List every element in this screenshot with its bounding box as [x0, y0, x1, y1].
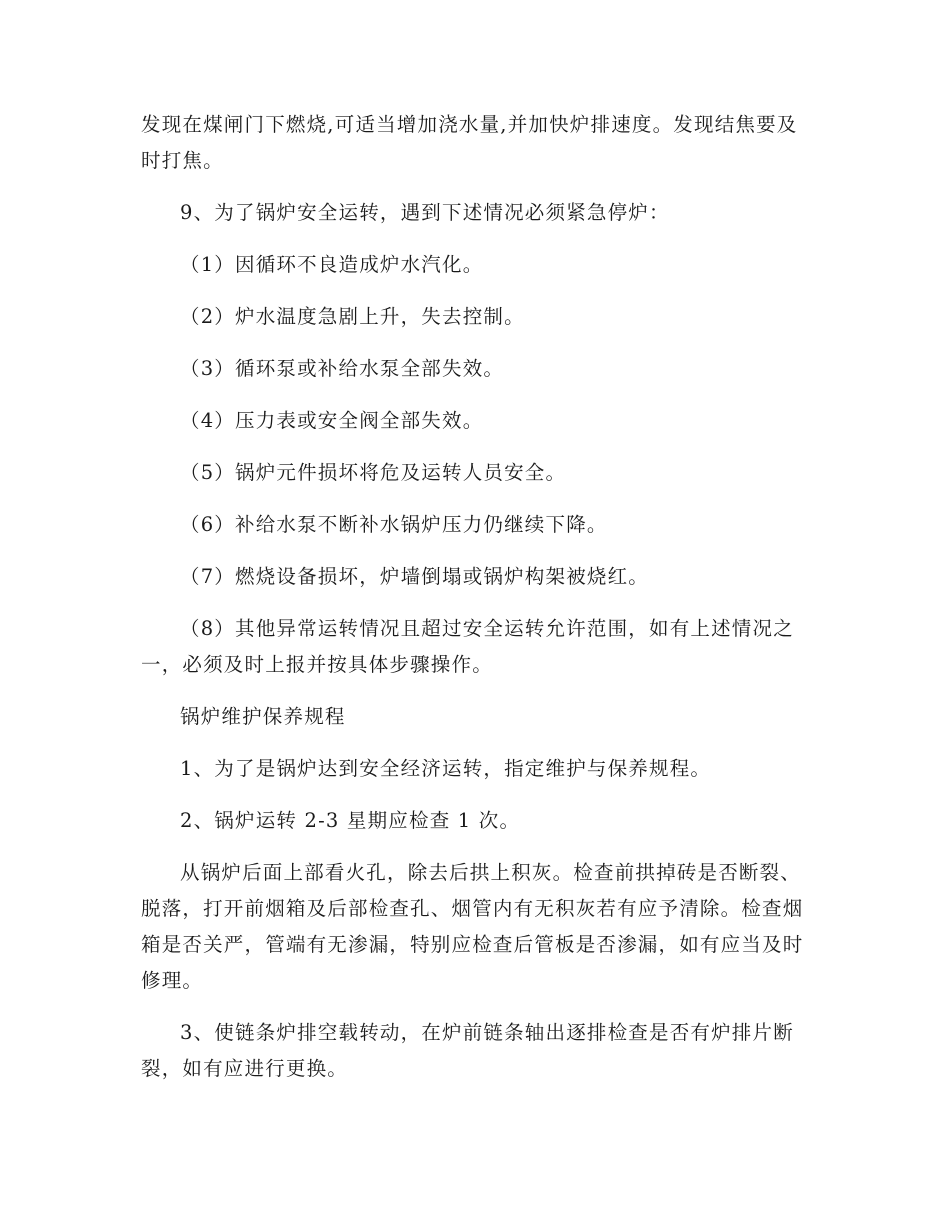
list-item-5: （5）锅炉元件损坏将危及运转人员安全。: [180, 461, 567, 484]
paragraph-emergency-stop-intro: 9、为了锅炉安全运转，遇到下述情况必须紧急停炉：: [180, 201, 670, 224]
list-item-7: （7）燃烧设备损坏，炉墙倒塌或锅炉构架被烧红。: [180, 565, 650, 588]
document-body: [141, 107, 811, 1087]
list-item-1: （1）因循环不良造成炉水汽化。: [180, 253, 484, 276]
paragraph-rule-1: 1、为了是锅炉达到安全经济运转，指定维护与保养规程。: [180, 757, 712, 780]
list-item-8: （8）其他异常运转情况且超过安全运转允许范围，如有上述情况之一，必须及时上报并按具体步骤操作。: [141, 617, 794, 676]
paragraph-rule-2: 2、锅炉运转 2-3 星期应检查 1 次。: [180, 809, 521, 832]
paragraph-rule-3: 3、使链条炉排空载转动，在炉前链条轴出逐排检查是否有炉排片断裂，如有应进行更换。: [141, 1021, 794, 1080]
list-item-3: （3）循环泵或补给水泵全部失效。: [180, 357, 505, 380]
list-item-6: （6）补给水泵不断补水锅炉压力仍继续下降。: [180, 513, 608, 536]
paragraph-continuation: 发现在煤闸门下燃烧,可适当增加浇水量,并加快炉排速度。发现结焦要及时打焦。: [141, 113, 798, 172]
list-item-2: （2）炉水温度急剧上升，失去控制。: [180, 305, 525, 328]
list-item-4: （4）压力表或安全阀全部失效。: [180, 409, 484, 432]
paragraph-inspection: 从锅炉后面上部看火孔，除去后拱上积灰。检查前拱掉砖是否断裂、脱落，打开前烟箱及后部检查孔、烟管内有无积灰若有应予清除。检查烟箱是否关严，管端有无渗漏，特别应检查后管板是否渗漏，如有应当及时修理。: [141, 861, 804, 992]
section-heading: 锅炉维护保养规程: [180, 705, 346, 728]
